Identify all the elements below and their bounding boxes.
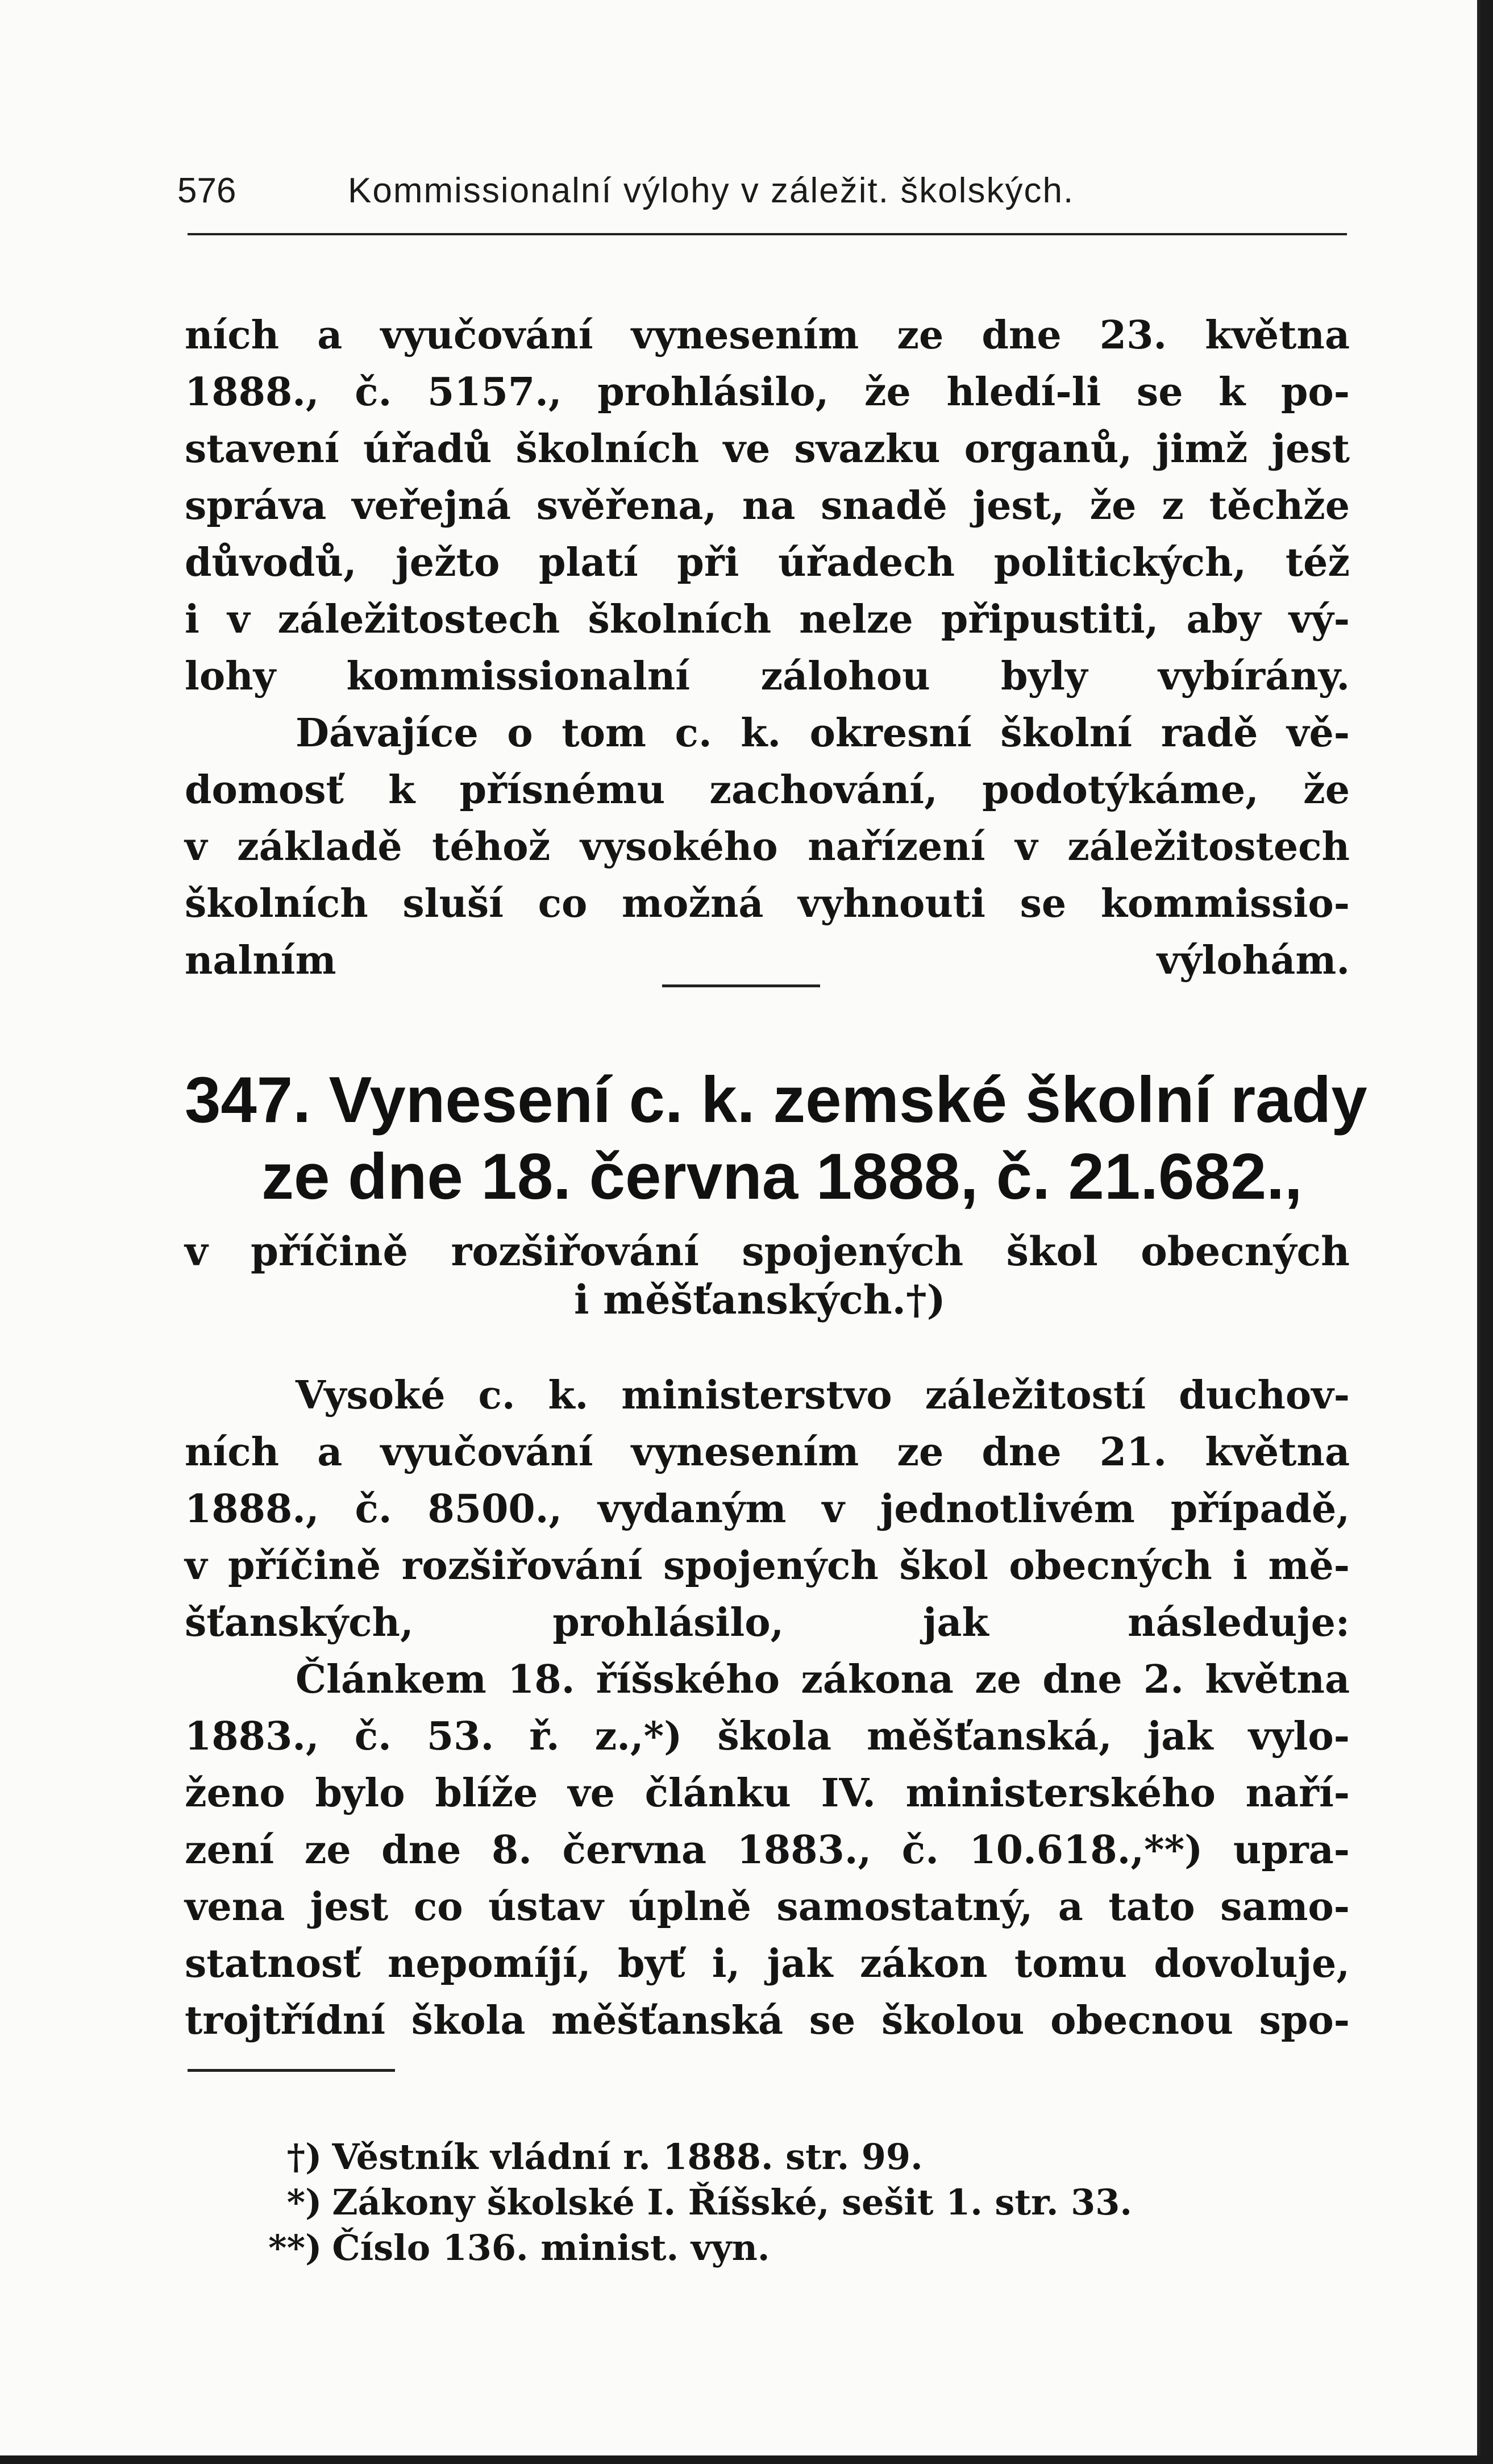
text-line: zení ze dne 8. června 1883., č. 10.618.,**) upra- [185,1827,1350,1873]
text-line: správa veřejná svěřena, na snadě jest, že z těchže [185,483,1350,529]
footnote-mark: **) [268,2227,322,2268]
text-line: nalním výlohám. [185,938,1350,983]
text-line: důvodů, ježto platí při úřadech politických, též [185,540,1350,585]
text-line: ženo bylo blíže ve článku IV. ministerského naří- [185,1771,1350,1816]
footnote-text: Číslo 136. minist. vyn. [332,2227,770,2268]
text-line: domosť k přísnému zachování, podotýkáme, že [185,767,1350,813]
text-line: ních a vyučování vynesením ze dne 23. května [185,313,1350,358]
text-line: stavení úřadů školních ve svazku organů, jimž jest [185,426,1350,472]
text-line: Vysoké c. k. ministerstvo záležitostí duchov- [296,1373,1350,1418]
text-line: vena jest co ústav úplně samostatný, a tato samo- [185,1884,1350,1930]
text-line: šťanských, prohlásilo, jak následuje: [185,1600,1350,1646]
footnote-mark: *) [286,2182,322,2223]
footnote-text: Věstník vládní r. 1888. str. 99. [332,2136,923,2178]
text-line: Článkem 18. říšského zákona ze dne 2. května [296,1657,1350,1702]
footnote [199,2180,770,2316]
running-title: Kommissionalní výlohy v záležit. školských. [348,171,1075,210]
text-line: v základě téhož vysokého nařízení v záležitostech [185,824,1350,870]
text-line: i v záležitostech školních nelze připustiti, aby vý- [185,597,1350,642]
article-title-date: ze dne 18. června 1888, č. 21.682., [261,1141,1303,1213]
article-subtitle: i měšťanských.†) [574,1276,946,1323]
footnote-rule [188,2069,395,2072]
text-line: školních sluší co možná vyhnouti se kommissio- [185,881,1350,926]
text-line: statnosť nepomíjí, byť i, jak zákon tomu dovoluje, [185,1941,1350,1987]
section-separator [662,984,820,987]
text-line: 1883., č. 53. ř. z.,*) škola měšťanská, jak vylo- [185,1714,1350,1759]
text-line: 1888., č. 5157., prohlásilo, že hledí-li se k po- [185,369,1350,415]
text-line: Dávajíce o tom c. k. okresní školní radě vě- [296,710,1350,756]
article-title: 347. Vynesení c. k. zemské školní rady [185,1064,1367,1136]
text-line: 1888., č. 8500., vydaným v jednotlivém případě, [185,1486,1350,1532]
text-line: ních a vyučování vynesením ze dne 21. května [185,1430,1350,1475]
article-subtitle: v příčině rozšiřování spojených škol obecných [185,1228,1350,1275]
text-line: v příčině rozšiřování spojených škol obecných i mě- [185,1543,1350,1589]
text-line: trojtřídní škola měšťanská se školou obecnou spo- [185,1998,1350,2043]
page-number: 576 [177,171,236,210]
text-line: lohy kommissionalní zálohou byly vybírány. [185,654,1350,699]
header-rule [188,233,1347,235]
footnote-text: Zákony školské I. Říšské, sešit 1. str. 33. [332,2182,1132,2223]
footnote-mark: †) [286,2136,322,2178]
